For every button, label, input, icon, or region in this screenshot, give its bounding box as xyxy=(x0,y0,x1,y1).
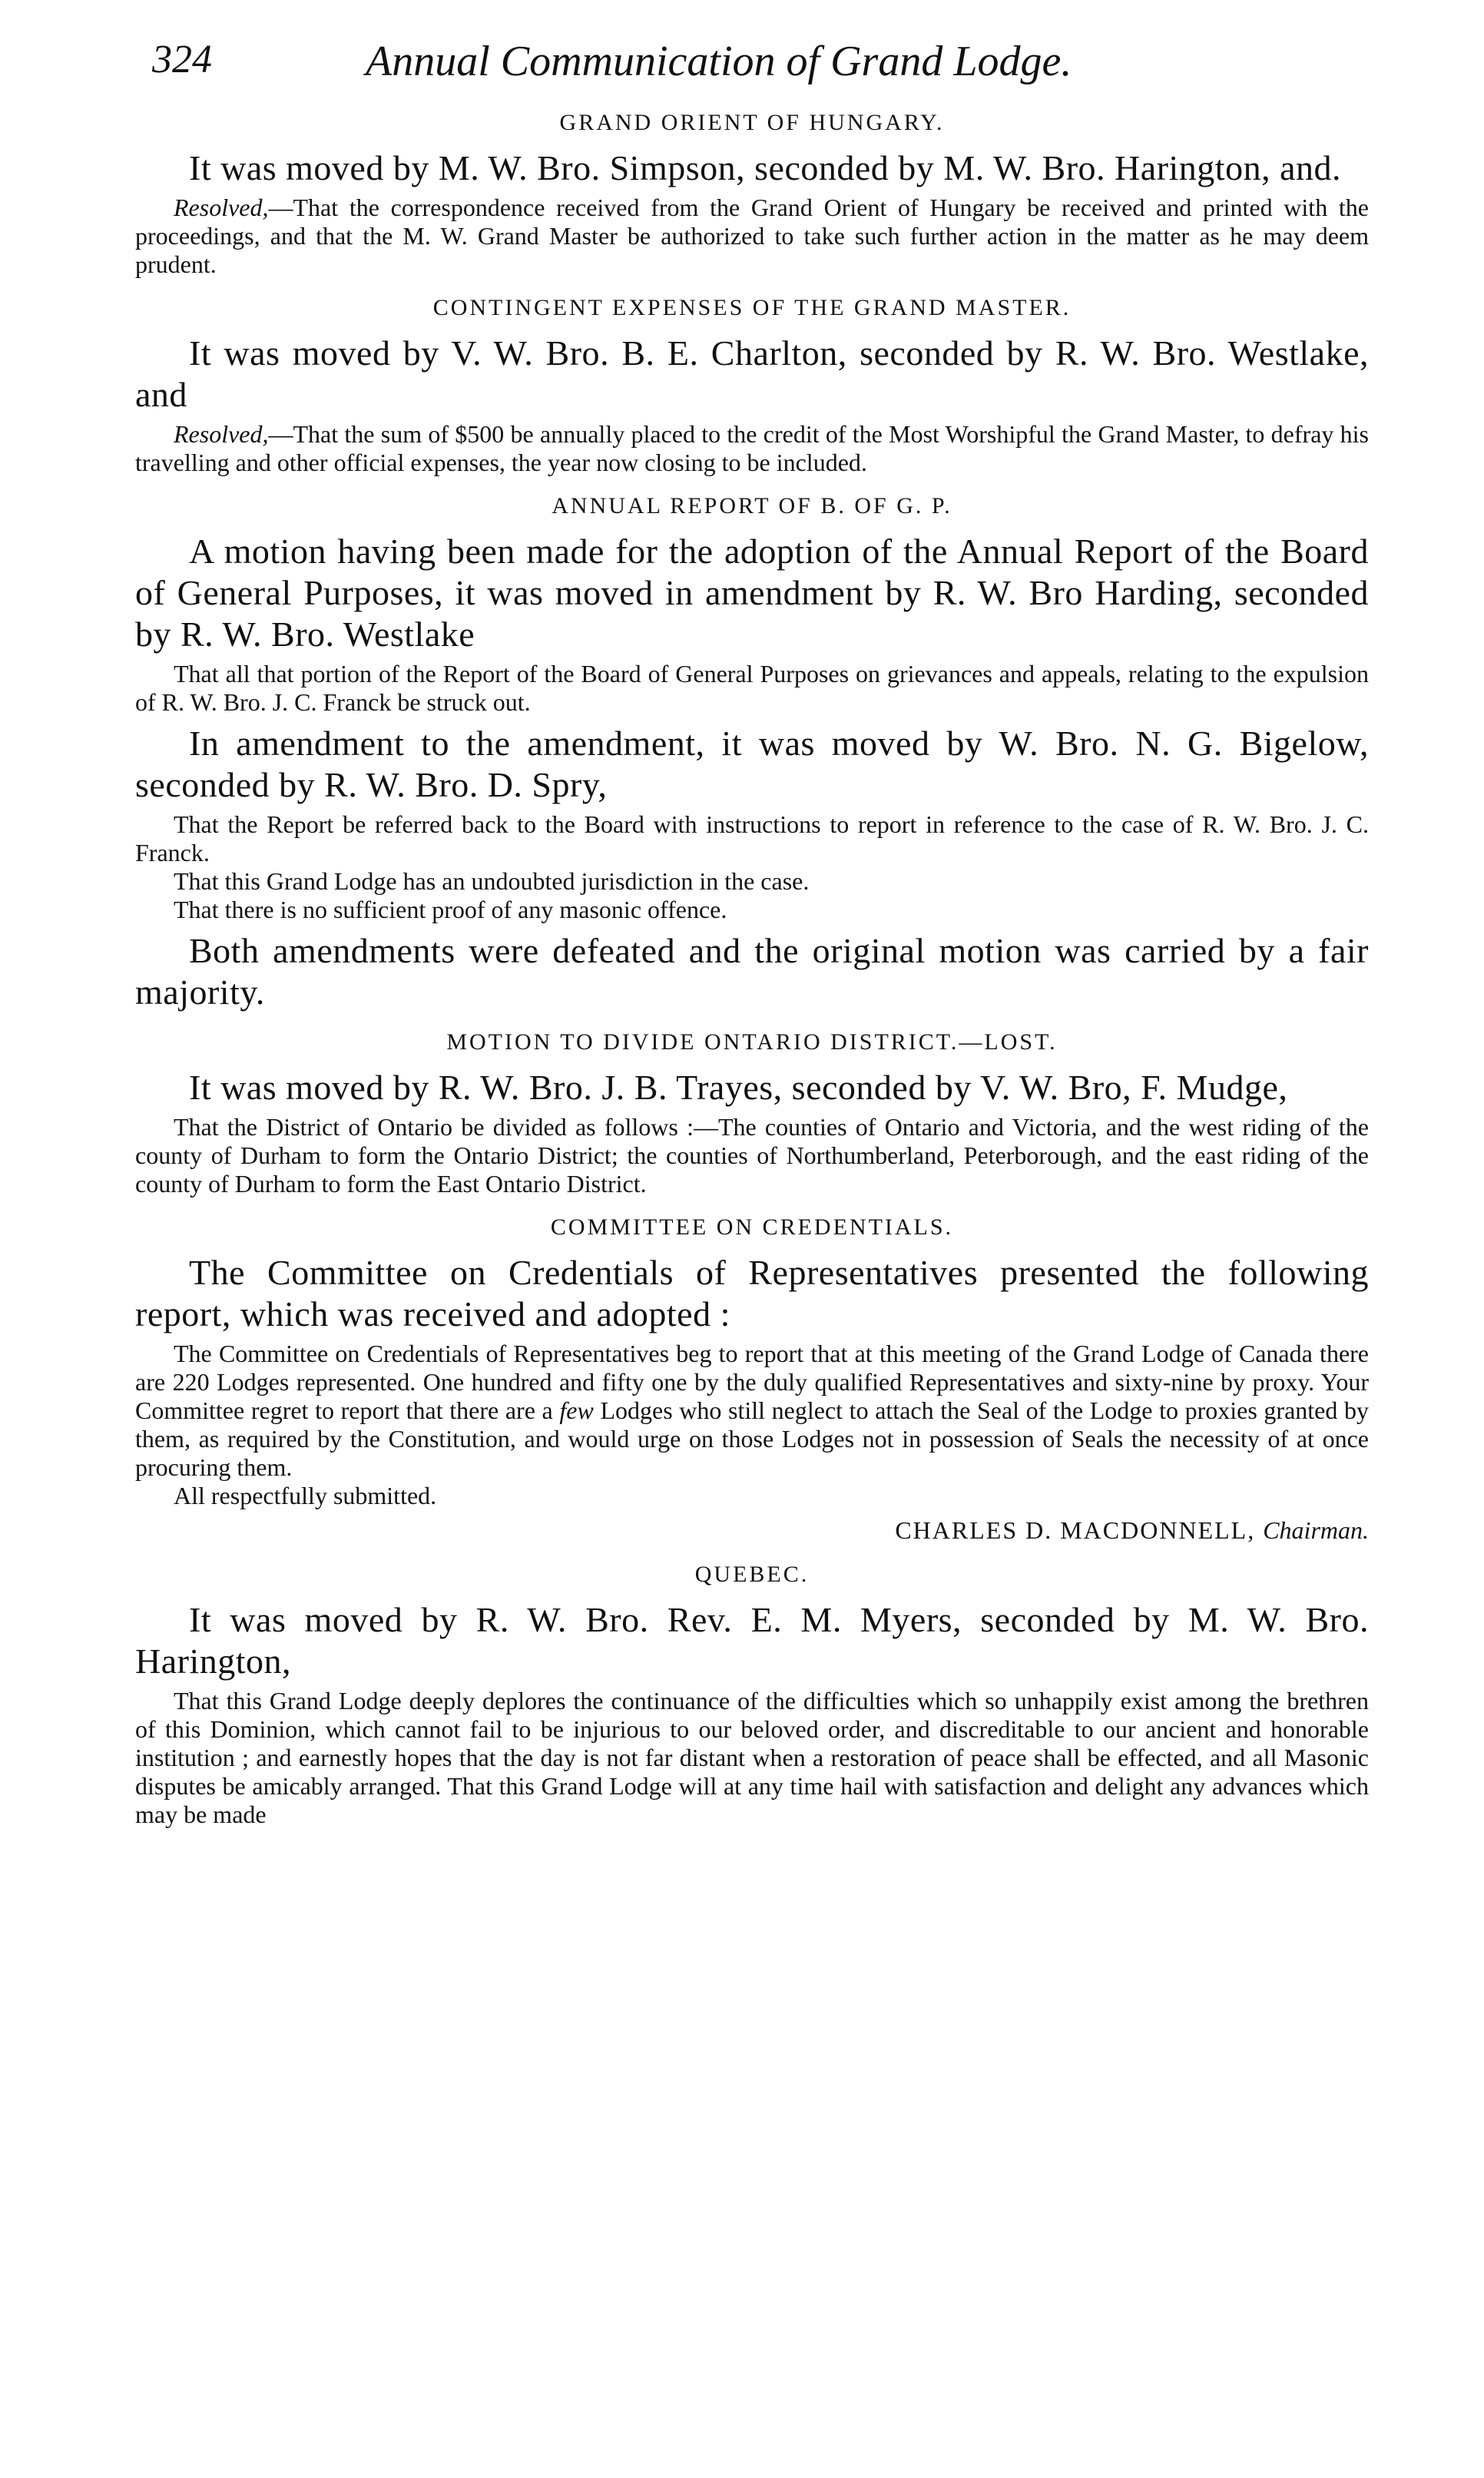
signature xyxy=(135,1515,1369,1545)
amendment-paragraph: That all that portion of the Report of the Board of General Purposes on grievances and appeals, relating to the expulsion of R. W. Bro. J. C. Franck be struck out. xyxy=(135,660,1369,716)
section-heading: COMMITTEE ON CREDENTIALS. xyxy=(550,1214,954,1240)
resolution-text: —That the sum of $500 be annually placed to the credit of the Most Worshipful the Grand Master, to defray his travelling and other official expenses, the year now closing to be included. xyxy=(135,420,1369,476)
resolved-label: Resolved, xyxy=(174,194,269,221)
amendment-item: That this Grand Lodge has an undoubted jurisdiction in the case. xyxy=(174,867,810,895)
resolution-paragraph xyxy=(135,194,1369,279)
section-quebec xyxy=(135,1561,1369,1829)
page-number: 324 xyxy=(152,38,212,81)
resolved-label: Resolved, xyxy=(174,420,269,448)
result-paragraph: Both amendments were defeated and the original motion was carried by a fair majority. xyxy=(135,931,1369,1012)
motion-paragraph: It was moved by M. W. Bro. Simpson, seconded by M. W. Bro. Harington, and. xyxy=(189,148,1341,187)
section-heading: CONTINGENT EXPENSES OF THE GRAND MASTER. xyxy=(432,295,1072,320)
section-hungary xyxy=(135,109,1369,279)
section-expenses xyxy=(135,294,1369,477)
report-text-italic: few xyxy=(559,1396,594,1424)
amendment-item: That there is no sufficient proof of any masonic offence. xyxy=(174,896,727,923)
report-text-before: The Committee on Credentials of Representatives beg to report that at this meeting of the Grand Lodge of Canada there are 220 Lodges represented. One hundred and fifty one by the duly qualified Representatives and sixty-nine by proxy. Your Committee regret to report that there are a xyxy=(135,1340,1369,1424)
motion-paragraph: It was moved by V. W. Bro. B. E. Charlton, seconded by R. W. Bro. Westlake, and xyxy=(135,333,1369,414)
motion-text: That the District of Ontario be divided as follows :—The counties of Ontario and Victoria, and the west riding of the county of Durham to form the Ontario District; the counties of Northumberland, Peterborough, and the east riding of the county of Durham to form the East Ontario District. xyxy=(135,1113,1369,1198)
motion-paragraph: It was moved by R. W. Bro. Rev. E. M. Myers, seconded by M. W. Bro. Harington, xyxy=(135,1600,1369,1681)
section-credentials xyxy=(135,1214,1369,1545)
signature-name: CHARLES D. MACDONNELL, xyxy=(895,1516,1256,1544)
motion-text: That this Grand Lodge deeply deplores the continuance of the difficulties which so unhappily exist among the brethren of this Dominion, which cannot fail to be injurious to our beloved order, and discreditable to our ancient and honorable institution ; and earnestly hopes that the day is not far distant when a restoration of peace shall be effected, and all Masonic disputes be amicably arranged. That this Grand Lodge will at any time hail with satisfaction and delight any advances which may be made xyxy=(135,1687,1369,1828)
motion-paragraph: It was moved by R. W. Bro. J. B. Trayes, seconded by V. W. Bro, F. Mudge, xyxy=(189,1068,1288,1107)
section-heading: MOTION TO DIVIDE ONTARIO DISTRICT.—LOST. xyxy=(446,1029,1058,1055)
section-heading: QUEBEC. xyxy=(694,1562,810,1587)
resolution-text: —That the correspondence received from the Grand Orient of Hungary be received and printed with the proceedings, and that the M. W. Grand Master be authorized to take such further action in the matter as he may deem prudent. xyxy=(135,194,1369,278)
report-text-after: Lodges who still neglect to attach the Seal of the Lodge to proxies granted by them, as required by the Constitution, and would urge on those Lodges not in possession of Seals the necessity of at once procuring them. xyxy=(135,1396,1370,1481)
section-ontario xyxy=(135,1029,1369,1198)
closing-line: All respectfully submitted. xyxy=(174,1482,437,1509)
section-annual-report xyxy=(135,492,1369,1013)
amendment-motion-paragraph: In amendment to the amendment, it was moved by W. Bro. N. G. Bigelow, seconded by R. W. Bro. D. Spry, xyxy=(135,724,1369,804)
running-title: Annual Communication of Grand Lodge. xyxy=(366,38,1072,85)
report-text xyxy=(135,1340,1369,1482)
section-heading: GRAND ORIENT OF HUNGARY. xyxy=(559,110,945,135)
page-header xyxy=(135,37,1369,98)
motion-paragraph: The Committee on Credentials of Representatives presented the following report, which was received and adopted : xyxy=(135,1253,1369,1333)
amendment-item: That the Report be referred back to the Board with instructions to report in reference to the case of R. W. Bro. J. C. Franck. xyxy=(135,810,1369,866)
resolution-paragraph xyxy=(135,420,1369,477)
section-heading: ANNUAL REPORT OF B. OF G. P. xyxy=(552,493,952,518)
motion-paragraph: A motion having been made for the adoption of the Annual Report of the Board of General Purposes, it was moved in amendment by R. W. Bro Harding, seconded by R. W. Bro. Westlake xyxy=(135,532,1369,654)
signature-title: Chairman. xyxy=(1263,1516,1369,1544)
